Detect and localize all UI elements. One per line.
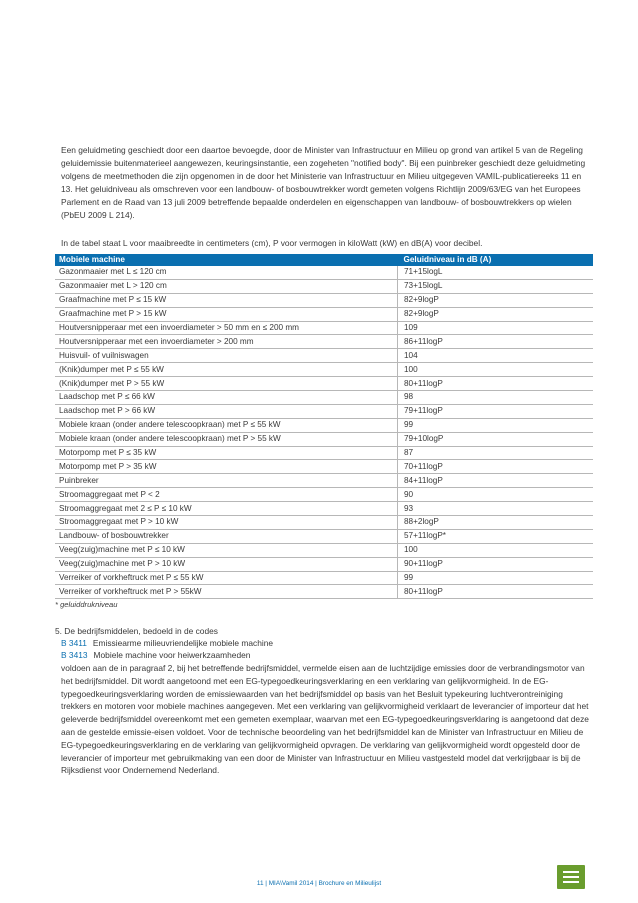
machine-cell: Houtversnipperaar met een invoerdiameter > 200 mm <box>55 335 398 349</box>
noise-level-cell: 88+2logP <box>398 516 594 530</box>
page-footer: 11 | MIA\Vamil 2014 | Brochure en Milieulijst <box>256 880 382 887</box>
table-row <box>55 557 593 571</box>
table-row <box>55 266 593 279</box>
table-body <box>55 266 593 599</box>
table-row <box>55 502 593 516</box>
column-header-machine: Mobiele machine <box>55 254 398 266</box>
machine-cell: Mobiele kraan (onder andere telescoopkraan) met P ≤ 55 kW <box>55 418 398 432</box>
machine-cell: Huisvuil- of vuilniswagen <box>55 349 398 363</box>
machine-cell: Laadschop met P > 66 kW <box>55 404 398 418</box>
table-footnote: * geluiddrukniveau <box>55 600 118 609</box>
noise-level-cell: 98 <box>398 391 594 405</box>
machine-cell: Stroomaggregaat met P < 2 <box>55 488 398 502</box>
noise-level-cell: 79+10logP <box>398 432 594 446</box>
noise-level-cell: 90+11logP <box>398 557 594 571</box>
machine-cell: Verreiker of vorkheftruck met P ≤ 55 kW <box>55 571 398 585</box>
machine-cell: Graafmachine met P > 15 kW <box>55 307 398 321</box>
table-row <box>55 307 593 321</box>
table-row <box>55 488 593 502</box>
machine-cell: Verreiker of vorkheftruck met P > 55kW <box>55 585 398 599</box>
table-row <box>55 529 593 543</box>
table-row <box>55 418 593 432</box>
noise-level-cell: 100 <box>398 363 594 377</box>
code-label: Emissiearme milieuvriendelijke mobiele machine <box>92 638 274 648</box>
machine-cell: Stroomaggregaat met 2 ≤ P ≤ 10 kW <box>55 502 398 516</box>
table-row <box>55 335 593 349</box>
section-5-body: voldoen aan de in paragraaf 2, bij het betreffende bedrijfsmiddel, vermelde eisen aan de luchtzijdige emissies door de verbrandingsmotor van het bedrijfsmiddel. Dit wordt aangetoond met een EG-typegoedkeuringsverklaring en een verklaring van gelijkvormigheid. In de EG-typegoedkeuringsverklaring worden de emissiewaarden van het bedrijfsmiddel op basis van het Besluit typekeuring luchtverontreiniging trekkers en motoren voor mobiele machines aangegeven. Met een verklaring van gelijkvormigheid verklaart de leverancier of importeur dat het geleverde bedrijfsmiddel overeenkomt met een gemeten exemplaar, waarvan met een EG-typegoedkeuringsverklaring is aangetoond dat deze aan de gestelde emissie-eisen voldoet. Voor de technische beoordeling van het bedrijfsmiddel kan de Minister van Infrastructuur en Milieu de EG-typegoedkeuringsverklaring en de verklaring van gelijkvormigheid opvragen. De verklaring van gelijkvormigheid wordt opgesteld door de leverancier of importeur met gebruikmaking van een door de Minister van Infrastructuur en Milieu vastgesteld model dat verkrijgbaar is bij de Rijksdienst voor Ondernemend Nederland. <box>61 663 589 776</box>
machine-cell: Veeg(zuig)machine met P ≤ 10 kW <box>55 543 398 557</box>
menu-list-icon-bar <box>563 876 579 878</box>
code-list-item <box>61 637 273 649</box>
noise-level-cell: 99 <box>398 418 594 432</box>
machine-cell: Motorpomp met P > 35 kW <box>55 460 398 474</box>
intro-paragraph: Een geluidmeting geschiedt door een daartoe bevoegde, door de Minister van Infrastructuur en Milieu op grond van artikel 5 van de Regeling geluidemissie buitenmaterieel aangewezen, keuringsinstantie, een zogeheten "notified body". Bij een puinbreker geschiedt deze geluidmeting volgens de meetmethoden die zijn opgenomen in de door het Ministerie van Infrastructuur en Milieu uitgegeven VAMIL-publicatiereeks 11 en 13. Het geluidniveau als omschreven voor een landbouw- of bosbouwtrekker wordt gemeten volgens Richtlijn 2009/63/EG van het Europees Parlement en de Raad van 13 juli 2009 betreffende bepaalde onderdelen en eigenschappen van landbouw- of bosbouwtrekkers op wielen (PbEU 2009 L 214). <box>61 145 586 220</box>
machine-cell: Mobiele kraan (onder andere telescoopkraan) met P > 55 kW <box>55 432 398 446</box>
noise-level-cell: 80+11logP <box>398 585 594 599</box>
menu-button[interactable] <box>557 865 585 889</box>
machine-cell: (Knik)dumper met P > 55 kW <box>55 377 398 391</box>
section-5-heading: 5. De bedrijfsmiddelen, bedoeld in de codes <box>55 626 218 636</box>
code-list <box>61 637 273 661</box>
noise-level-cell: 99 <box>398 571 594 585</box>
table-row <box>55 585 593 599</box>
noise-level-cell: 57+11logP* <box>398 529 594 543</box>
noise-level-cell: 93 <box>398 502 594 516</box>
table-row <box>55 571 593 585</box>
noise-level-cell: 82+9logP <box>398 293 594 307</box>
noise-level-cell: 80+11logP <box>398 377 594 391</box>
menu-list-icon <box>563 871 579 873</box>
noise-level-table <box>55 254 593 599</box>
machine-cell: Gazonmaaier met L > 120 cm <box>55 279 398 293</box>
noise-level-cell: 104 <box>398 349 594 363</box>
table-row <box>55 543 593 557</box>
table-row <box>55 446 593 460</box>
table-header-row <box>55 254 593 266</box>
table-row <box>55 474 593 488</box>
table-row <box>55 432 593 446</box>
machine-cell: Laadschop met P ≤ 66 kW <box>55 391 398 405</box>
table-row <box>55 391 593 405</box>
noise-level-cell: 71+15logL <box>398 266 594 279</box>
code-label: Mobiele machine voor heiwerkzaamheden <box>93 650 251 660</box>
machine-cell: Stroomaggregaat met P > 10 kW <box>55 516 398 530</box>
table-row <box>55 349 593 363</box>
menu-list-icon-bar <box>563 881 579 883</box>
machine-cell: Motorpomp met P ≤ 35 kW <box>55 446 398 460</box>
noise-level-cell: 82+9logP <box>398 307 594 321</box>
table-row <box>55 363 593 377</box>
table-row <box>55 404 593 418</box>
table-legend-paragraph: In de tabel staat L voor maaibreedte in centimeters (cm), P voor vermogen in kiloWatt (kW) en dB(A) voor decibel. <box>61 238 483 248</box>
machine-cell: Houtversnipperaar met een invoerdiameter > 50 mm en ≤ 200 mm <box>55 321 398 335</box>
table-row <box>55 321 593 335</box>
noise-level-cell: 73+15logL <box>398 279 594 293</box>
machine-cell: (Knik)dumper met P ≤ 55 kW <box>55 363 398 377</box>
noise-level-cell: 70+11logP <box>398 460 594 474</box>
table-row <box>55 377 593 391</box>
machine-cell: Puinbreker <box>55 474 398 488</box>
table-row <box>55 279 593 293</box>
machine-cell: Gazonmaaier met L ≤ 120 cm <box>55 266 398 279</box>
machine-cell: Veeg(zuig)machine met P > 10 kW <box>55 557 398 571</box>
table-row <box>55 460 593 474</box>
column-header-noise-level: Geluidniveau in dB (A) <box>398 254 594 266</box>
code-number[interactable]: B 3413 <box>61 650 88 660</box>
machine-cell: Graafmachine met P ≤ 15 kW <box>55 293 398 307</box>
noise-level-cell: 90 <box>398 488 594 502</box>
noise-level-cell: 79+11logP <box>398 404 594 418</box>
code-number[interactable]: B 3411 <box>61 638 87 648</box>
table-row <box>55 293 593 307</box>
noise-level-cell: 84+11logP <box>398 474 594 488</box>
machine-cell: Landbouw- of bosbouwtrekker <box>55 529 398 543</box>
noise-level-cell: 86+11logP <box>398 335 594 349</box>
noise-level-cell: 100 <box>398 543 594 557</box>
noise-level-cell: 87 <box>398 446 594 460</box>
table-row <box>55 516 593 530</box>
code-list-item <box>61 649 273 661</box>
noise-level-cell: 109 <box>398 321 594 335</box>
